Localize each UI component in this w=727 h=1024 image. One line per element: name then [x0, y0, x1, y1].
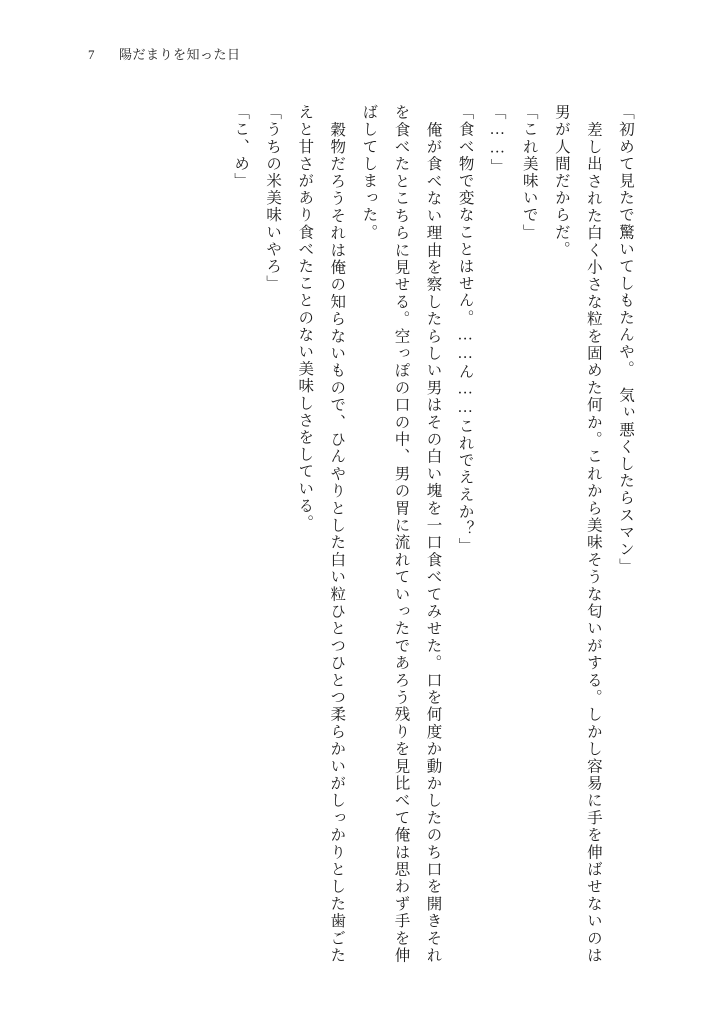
running-head [88, 44, 241, 63]
paragraph: 差し出された白く小さな粒を固めた何か。これから美味そうな匂いがする。しかし容易に手を伸ばせないのは男が人間だからだ。 [552, 104, 602, 964]
paragraph: 「こ、め」 [232, 104, 250, 190]
page-number: 7 [88, 47, 95, 62]
body-text-vertical [121, 104, 641, 964]
chapter-title: 陽だまりを知った日 [119, 47, 241, 62]
paragraph: 「初めて見たで驚いてしもたんや。 気ぃ悪くしたらスマン」 [617, 104, 634, 576]
paragraph: 「……」 [488, 104, 506, 176]
paragraph: 「これ美味いで」 [520, 104, 538, 241]
paragraph: 「うちの米美味いやろ」 [264, 104, 282, 293]
paragraph: 俺が食べない理由を察したらしい男はその白い塊を一口食べてみせた。口を何度か動かしたのち口を開きそれを食べたとこちらに見せる。空っぽの口の中、男の胃に流れていったであろう残りを見比べて俺は思わず手を伸ばしてしまった。 [360, 104, 442, 964]
paragraph: 穀物だろうそれは俺の知らないもので、ひんやりとした白い粒ひとつひとつ柔らかいがしっかりとした歯ごたえと甘さがあり食べたことのない美味しさをしている。 [296, 104, 346, 964]
paragraph: 「食べ物で変なことはせん。……ん……これでええか？」 [456, 104, 474, 555]
